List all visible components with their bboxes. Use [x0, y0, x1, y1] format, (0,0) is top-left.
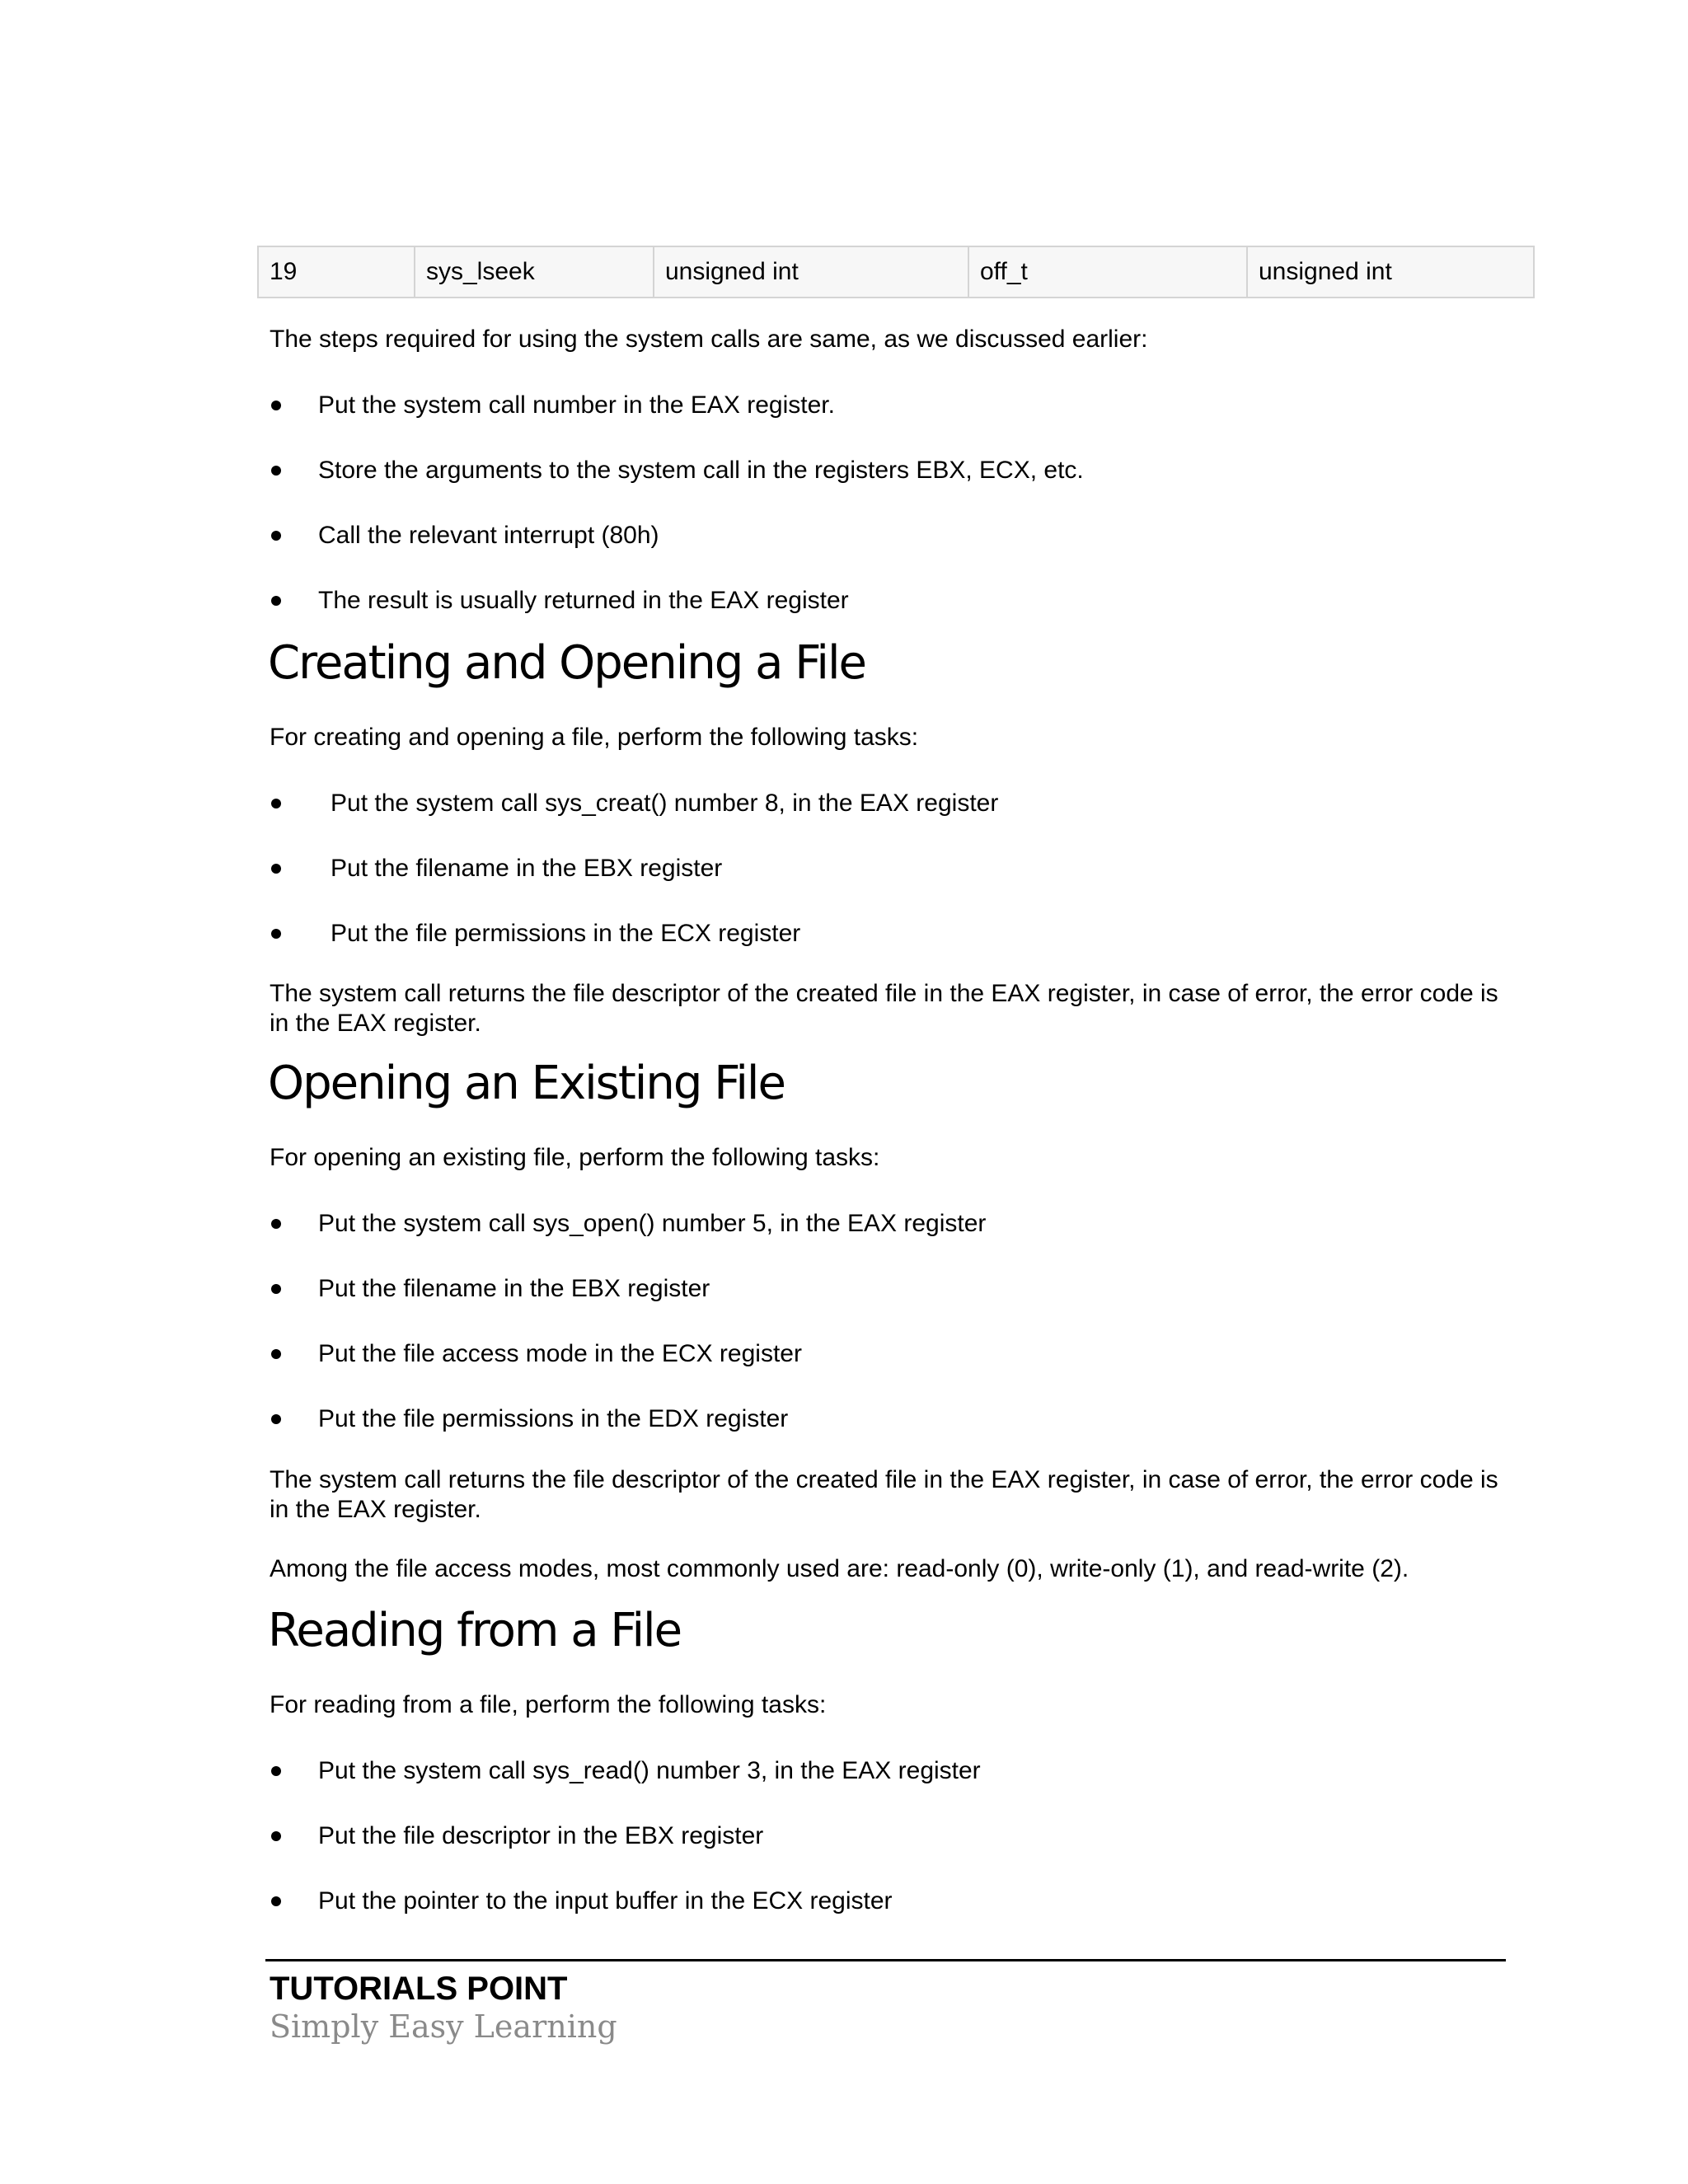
opening-bullet: Put the file access mode in the ECX register	[318, 1340, 802, 1367]
opening-bullet: Put the file permissions in the EDX register	[318, 1405, 789, 1432]
bullet-icon	[271, 466, 281, 476]
creating-bullet: Put the system call sys_creat() number 8, in the EAX register	[331, 790, 999, 817]
bullet-icon	[271, 1896, 281, 1906]
intro-paragraph: The steps required for using the system calls are same, as we discussed earlier:	[270, 326, 1148, 353]
intro-bullet: Store the arguments to the system call in the registers EBX, ECX, etc.	[318, 457, 1084, 484]
table-cell-name: sys_lseek	[415, 246, 654, 298]
reading-bullet: Put the pointer to the input buffer in the ECX register	[318, 1887, 893, 1915]
section-heading-opening: Opening an Existing File	[268, 1057, 785, 1110]
intro-bullet: Call the relevant interrupt (80h)	[318, 522, 659, 549]
table-row	[258, 246, 1534, 298]
creating-bullet: Put the filename in the EBX register	[331, 855, 723, 882]
section-heading-creating: Creating and Opening a File	[268, 636, 865, 690]
bullet-icon	[271, 1284, 281, 1294]
bullet-icon	[271, 401, 281, 410]
bullet-icon	[271, 929, 281, 939]
creating-result-paragraph: The system call returns the file descriptor of the created file in the EAX register, in case of error, the error code is in the EAX register.	[270, 980, 1498, 1037]
table-cell-ebx: unsigned int	[654, 246, 968, 298]
opening-bullet: Put the filename in the EBX register	[318, 1275, 710, 1302]
reading-bullet: Put the file descriptor in the EBX register	[318, 1822, 764, 1849]
bullet-icon	[271, 799, 281, 808]
table-cell-edx: unsigned int	[1247, 246, 1534, 298]
bullet-icon	[271, 864, 281, 874]
table-cell-ecx: off_t	[968, 246, 1247, 298]
creating-intro: For creating and opening a file, perform the following tasks:	[270, 724, 919, 751]
reading-intro: For reading from a file, perform the following tasks:	[270, 1691, 827, 1718]
footer-tagline: Simply Easy Learning	[270, 2008, 617, 2045]
bullet-icon	[271, 1219, 281, 1229]
bullet-icon	[271, 1831, 281, 1841]
table-cell-eax: 19	[258, 246, 415, 298]
footer-brand: TUTORIALS POINT	[270, 1971, 568, 2007]
opening-bullet: Put the system call sys_open() number 5, in the EAX register	[318, 1210, 987, 1237]
intro-bullet: Put the system call number in the EAX register.	[318, 391, 835, 419]
bullet-icon	[271, 1766, 281, 1776]
intro-bullet: The result is usually returned in the EAX register	[318, 587, 849, 614]
reading-bullet: Put the system call sys_read() number 3, in the EAX register	[318, 1757, 981, 1784]
opening-result-paragraph: The system call returns the file descriptor of the created file in the EAX register, in case of error, the error code is in the EAX register.	[270, 1466, 1498, 1523]
bullet-icon	[271, 531, 281, 541]
system-call-table	[257, 246, 1535, 298]
opening-intro: For opening an existing file, perform the following tasks:	[270, 1144, 880, 1171]
creating-bullet: Put the file permissions in the ECX register	[331, 920, 801, 947]
section-heading-reading: Reading from a File	[268, 1604, 682, 1657]
footer-divider	[265, 1959, 1506, 1961]
bullet-icon	[271, 596, 281, 606]
bullet-icon	[271, 1414, 281, 1424]
access-modes-paragraph: Among the file access modes, most commonly used are: read-only (0), write-only (1), and read-write (2).	[270, 1555, 1409, 1582]
bullet-icon	[271, 1349, 281, 1359]
